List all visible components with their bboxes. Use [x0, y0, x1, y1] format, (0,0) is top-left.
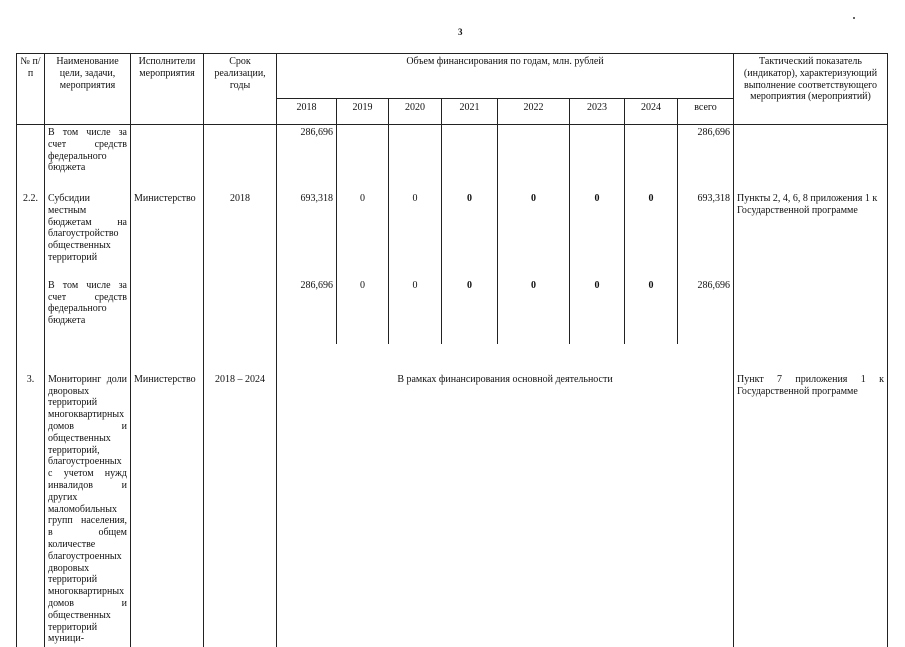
header-year: 2021: [442, 99, 498, 125]
header-indicator: Тактический показатель (индикатор), характеризующий выполнение соответствующего мероприятия (мероприятий): [734, 54, 888, 125]
row-value: 0: [337, 266, 389, 344]
header-term: Срок реализации, годы: [204, 54, 277, 125]
header-no: № п/п: [17, 54, 45, 125]
row-value: 0: [442, 179, 498, 266]
row-value: 0: [442, 266, 498, 344]
row-term: 2018: [204, 179, 277, 266]
header-year: 2018: [277, 99, 337, 125]
row-term: [204, 125, 277, 180]
table-row: [17, 179, 888, 266]
row-value: [442, 125, 498, 180]
row-no: 3.: [17, 344, 45, 647]
row-value: 0: [337, 179, 389, 266]
row-value: [498, 125, 570, 180]
row-indicator: [734, 125, 888, 180]
row-name: Мониторинг доли дворовых территорий многоквартирных домов и общественных территорий, благоустроенных с учетом нужд инвалидов и других маломобильных групп населения, в общем количестве благоустроенных дворовых территорий многоквартирных домов и общественных территорий муници-: [45, 344, 131, 647]
row-no: [17, 125, 45, 180]
row-value: 0: [498, 266, 570, 344]
row-value: 0: [389, 266, 442, 344]
row-executor: Министерство: [131, 179, 204, 266]
header-year: 2020: [389, 99, 442, 125]
header-financing: Объем финансирования по годам, млн. рублей: [277, 54, 734, 99]
row-indicator: Пункт 7 приложения 1 к Государственной программе: [734, 344, 888, 647]
row-value: 0: [625, 266, 678, 344]
row-value: 693,318: [277, 179, 337, 266]
page-number: 3: [458, 27, 463, 37]
row-name: В том числе за счет средств федерального бюджета: [45, 266, 131, 344]
header-year: 2023: [570, 99, 625, 125]
header-executors: Исполнители мероприятия: [131, 54, 204, 125]
header-year: 2024: [625, 99, 678, 125]
row-total: 286,696: [678, 125, 734, 180]
row-value: 286,696: [277, 266, 337, 344]
row-no: [17, 266, 45, 344]
row-name: Субсидии местным бюджетам на благоустройство общественных территорий: [45, 179, 131, 266]
row-value: 0: [498, 179, 570, 266]
row-value: [570, 125, 625, 180]
row-executor: Министерство: [131, 344, 204, 647]
row-total: 286,696: [678, 266, 734, 344]
row-value: 0: [570, 266, 625, 344]
header-year: 2019: [337, 99, 389, 125]
row-executor: [131, 125, 204, 180]
row-indicator: Пункты 2, 4, 6, 8 приложения 1 к Государственной программе: [734, 179, 888, 266]
header-year: 2022: [498, 99, 570, 125]
row-name: В том числе за счет средств федерального бюджета: [45, 125, 131, 180]
financing-table: [16, 53, 888, 647]
row-value: 0: [389, 179, 442, 266]
row-value: 0: [625, 179, 678, 266]
row-finance-note: В рамках финансирования основной деятельности: [397, 373, 613, 385]
row-value: 286,696: [277, 125, 337, 180]
table-row: [17, 125, 888, 180]
table-row: [17, 344, 888, 647]
row-executor: [131, 266, 204, 344]
header-total: всего: [678, 99, 734, 125]
row-value: [337, 125, 389, 180]
row-indicator: [734, 266, 888, 344]
scan-speck: [853, 17, 855, 19]
row-value: [389, 125, 442, 180]
row-term: [204, 266, 277, 344]
row-no: 2.2.: [17, 179, 45, 266]
row-term: 2018 – 2024: [204, 344, 277, 647]
row-total: 693,318: [678, 179, 734, 266]
row-value: [625, 125, 678, 180]
header-name: Наименование цели, задачи, мероприятия: [45, 54, 131, 125]
table-row: [17, 266, 888, 344]
row-value: 0: [570, 179, 625, 266]
